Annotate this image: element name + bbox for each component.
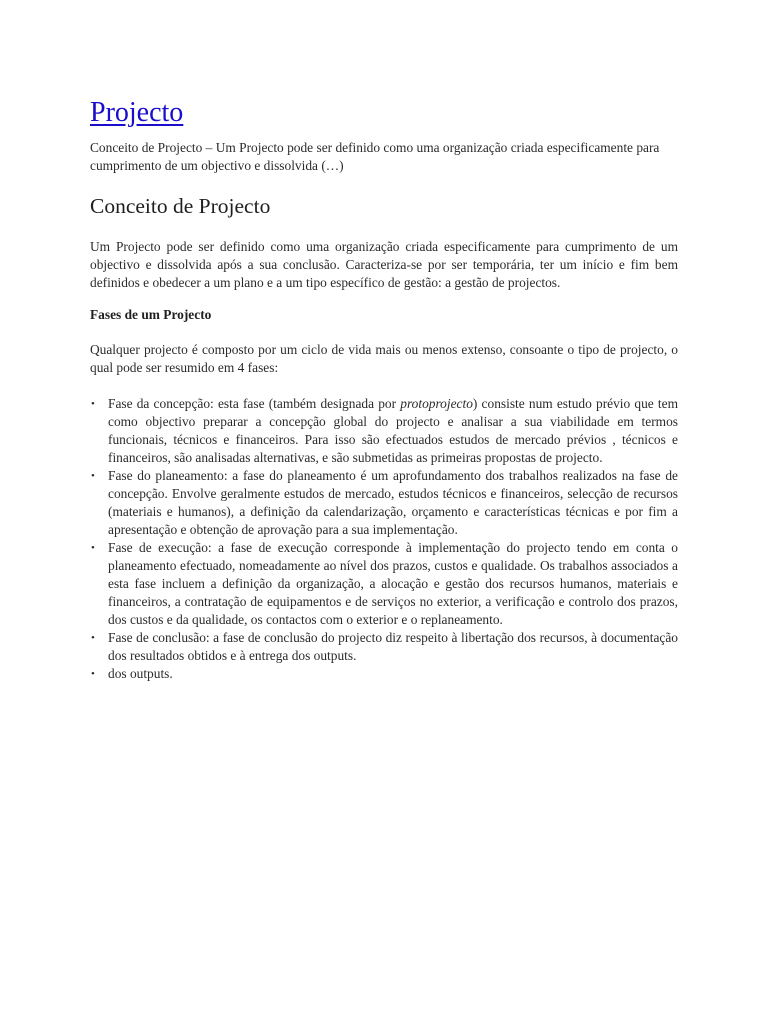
phase-text: dos outputs. [108, 666, 173, 681]
title-link[interactable]: Projecto [90, 97, 184, 128]
phase-text: Fase da concepção: esta fase (também designada por [108, 396, 401, 411]
list-item [91, 665, 678, 683]
bullet-icon: • [91, 632, 95, 644]
bullet-icon: • [91, 398, 95, 410]
page-title [90, 93, 678, 133]
bullet-icon: • [91, 542, 95, 554]
bullet-icon: • [91, 470, 95, 482]
phases-heading: Fases de um Projecto [90, 307, 212, 322]
list-item [91, 467, 678, 539]
phase-emphasis: protoprojecto [400, 396, 473, 411]
phase-text-after: ) consiste num estudo prévio que tem como objectivo preparar a concepção global do projecto e analisar a sua viabilidade em termos funcionais, técnicos e financeiros. Para isso são efectuados estudos de mercado prévios , técnicos e financeiros, são analisadas alternativas, e são submetidas as primeiras propostas de projecto. [108, 396, 679, 465]
list-item [91, 395, 679, 467]
bullet-icon: • [91, 668, 95, 680]
list-item [91, 539, 678, 629]
intro-paragraph: Conceito de Projecto – Um Projecto pode ser definido como uma organização criada especificamente para cumprimento de um objectivo e dissolvida (…) [90, 140, 660, 173]
phases-list [90, 395, 678, 683]
phases-intro-paragraph: Qualquer projecto é composto por um ciclo de vida mais ou menos extenso, consoante o tipo de projecto, o qual pode ser resumido em 4 fases: [90, 342, 678, 375]
definition-paragraph: Um Projecto pode ser definido como uma organização criada especificamente para cumprimento de um objectivo e dissolvida após a sua conclusão. Caracteriza-se por ser temporária, ter um início e fim bem definidos e obedecer a um plano e a um tipo específico de gestão: a gestão de projectos. [90, 239, 678, 290]
phase-text: Fase do planeamento: a fase do planeamento é um aprofundamento dos trabalhos realizados na fase de concepção. Envolve geralmente estudos de mercado, estudos técnicos e financeiros, selecção de recursos (materiais e humanos), a definição da calendarização, orçamento e características técnicas e por fim a apresentação e obtenção de aprovação para a sua implementação. [108, 468, 678, 537]
phase-text: Fase de conclusão: a fase de conclusão do projecto diz respeito à libertação dos recursos, à documentação dos resultados obtidos e à entrega dos outputs. [108, 630, 678, 663]
list-item [91, 629, 678, 665]
phase-text: Fase de execução: a fase de execução corresponde à implementação do projecto tendo em conta o planeamento efectuado, nomeadamente ao nível dos prazos, custos e qualidade. Os trabalhos associados a esta fase incluem a definição da organização, a alocação e gestão dos recursos humanos, materiais e financeiros, a contratação de equipamentos e de serviços no exterior, a verificação e controlo dos prazos, dos custos e da qualidade, os contactos com o exterior e o replaneamento. [108, 540, 678, 627]
section-heading: Conceito de Projecto [90, 194, 271, 218]
